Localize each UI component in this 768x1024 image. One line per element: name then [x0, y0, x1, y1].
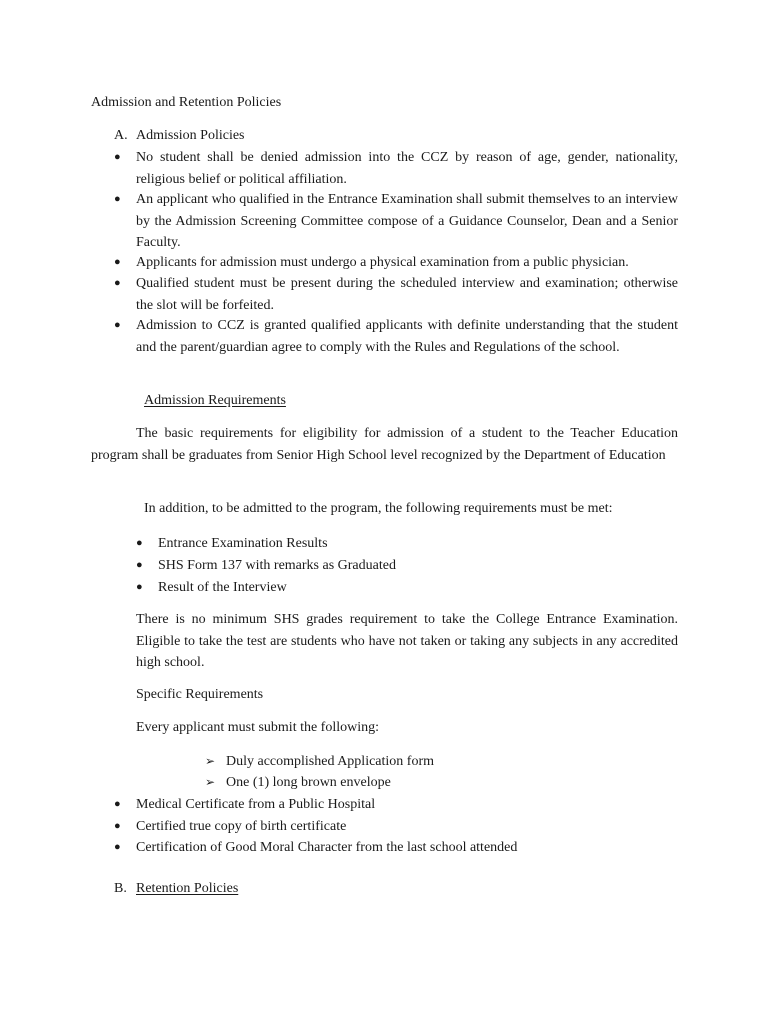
list-item: [205, 772, 391, 794]
list-item-text: Result of the Interview: [158, 580, 287, 595]
list-item-text: Entrance Examination Results: [158, 536, 328, 551]
list-item: [136, 533, 328, 555]
bullet-icon: ●: [136, 537, 143, 549]
list-item: [114, 252, 678, 274]
list-item-text: Certified true copy of birth certificate: [136, 819, 347, 834]
eligibility-paragraph: The basic requirements for eligibility for admission of a student to the Teacher Education program shall be graduates from Senior High School level recognized by the Department of Education: [91, 426, 678, 463]
list-item-text: Applicants for admission must undergo a physical examination from a public physician.: [136, 255, 629, 270]
section-a-marker: A.: [114, 128, 128, 143]
bullet-icon: ●: [136, 581, 143, 593]
list-item: [114, 273, 678, 316]
specific-requirements-heading: Specific Requirements: [136, 687, 264, 702]
bullet-icon: ●: [114, 798, 121, 810]
bullet-icon: ●: [114, 256, 121, 268]
bullet-icon: ●: [114, 820, 121, 832]
bullet-icon: ●: [136, 559, 143, 571]
list-item-text: One (1) long brown envelope: [226, 775, 391, 790]
list-item-text: Duly accomplished Application form: [226, 754, 435, 769]
bullet-icon: ●: [114, 193, 121, 205]
bullet-icon: ●: [114, 841, 121, 853]
arrow-bullet-icon: ➢: [205, 775, 216, 789]
list-item: [114, 189, 678, 254]
list-item: [205, 751, 434, 773]
list-item-text: SHS Form 137 with remarks as Graduated: [158, 558, 396, 573]
additional-requirements-intro: In addition, to be admitted to the program, the following requirements must be met:: [144, 501, 613, 516]
list-item-text: An applicant who qualified in the Entrance Examination shall submit themselves to an interview by the Admission Screening Committee compose of a Guidance Counselor, Dean and a Senior Faculty.: [136, 192, 678, 250]
list-item-text: Qualified student must be present during the scheduled interview and examination; otherwise the slot will be forfeited.: [136, 276, 678, 313]
arrow-bullet-icon: ➢: [205, 754, 216, 768]
list-item: [114, 837, 517, 859]
bullet-icon: ●: [114, 319, 121, 331]
section-a-heading: Admission Policies: [136, 128, 245, 143]
list-item: [114, 794, 375, 816]
bullet-icon: ●: [114, 277, 121, 289]
list-item: [114, 147, 678, 190]
list-item-text: Certification of Good Moral Character from the last school attended: [136, 840, 518, 855]
list-item-text: Admission to CCZ is granted qualified applicants with definite understanding that the student and the parent/guardian agree to comply with the Rules and Regulations of the school.: [136, 318, 678, 355]
list-item-text: No student shall be denied admission into the CCZ by reason of age, gender, nationality, religious belief or political affiliation.: [136, 150, 678, 187]
bullet-icon: ●: [114, 151, 121, 163]
section-b-heading: Retention Policies: [136, 881, 239, 896]
section-b-marker: B.: [114, 881, 127, 896]
specific-requirements-intro: Every applicant must submit the following:: [136, 720, 380, 735]
list-item: [114, 816, 346, 838]
list-item: [136, 555, 396, 577]
list-item: [136, 577, 287, 599]
list-item-text: Medical Certificate from a Public Hospital: [136, 797, 376, 812]
admission-requirements-heading: Admission Requirements: [144, 393, 286, 408]
document-title: Admission and Retention Policies: [91, 95, 282, 110]
list-item: [114, 315, 678, 358]
shs-grades-note: There is no minimum SHS grades requirement to take the College Entrance Examination. Eligible to take the test are students who have not taken or taking any subjects in any accredited high school.: [136, 612, 678, 670]
